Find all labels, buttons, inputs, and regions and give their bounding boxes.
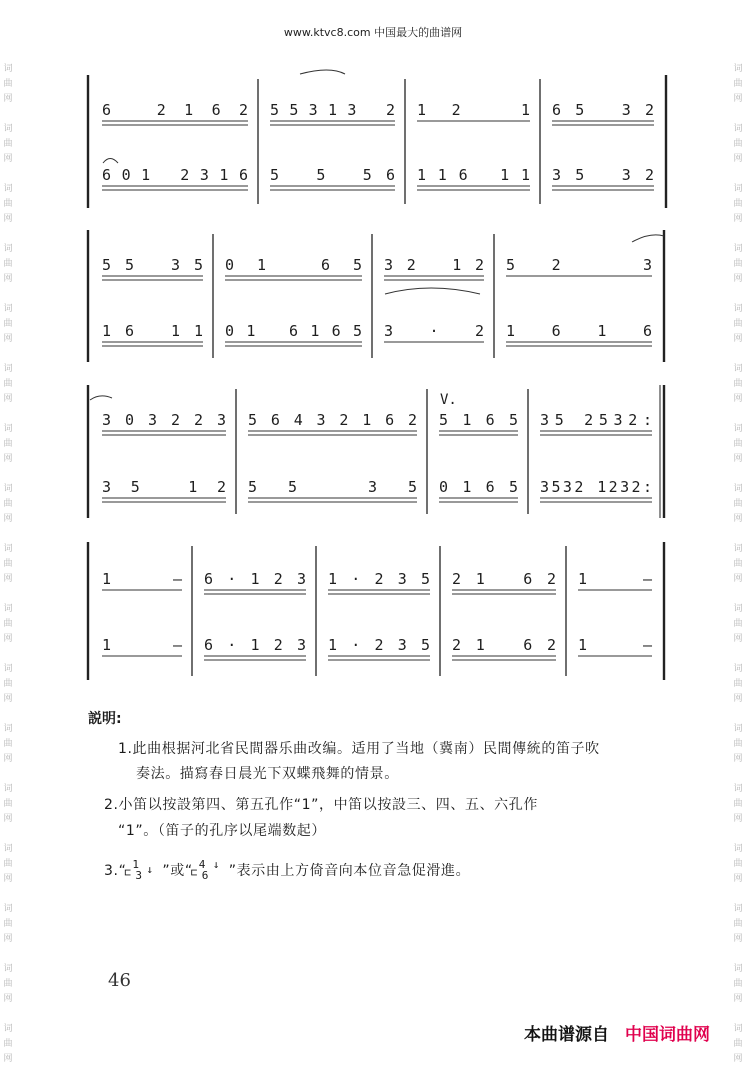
watermark-glyph: 曲 [3, 799, 13, 809]
measure-notes: 21 62 [452, 636, 556, 654]
watermark-glyph: 曲 [3, 859, 13, 869]
watermark-glyph: 网 [733, 1054, 743, 1064]
watermark-glyph: 曲 [3, 79, 13, 89]
measure-notes: 1·235 [328, 570, 430, 588]
note-3-text: 表示由上方倚音向本位音急促滑進。 [236, 863, 471, 879]
watermark-glyph: 词 [3, 904, 13, 914]
watermark-glyph: 曲 [3, 559, 13, 569]
source-label: 本曲谱源自 [524, 1025, 609, 1045]
watermark-glyph: 曲 [733, 559, 743, 569]
watermark-glyph: 网 [3, 574, 13, 584]
ornament-b-slide: ⊏ [190, 866, 198, 879]
watermark-glyph: 词 [733, 724, 743, 734]
note-2-line-2: “1”。（笛子的孔序以尾端数起） [118, 823, 327, 839]
measure-notes: 3 · 2 [384, 322, 484, 340]
measure-notes: 32 12 [384, 256, 484, 274]
watermark-glyph: 网 [3, 1054, 13, 1064]
watermark-glyph: 曲 [3, 319, 13, 329]
watermark-glyph: 网 [733, 214, 743, 224]
watermark-glyph: 曲 [3, 379, 13, 389]
watermark-glyph: 曲 [733, 139, 743, 149]
watermark-glyph: 词 [733, 544, 743, 554]
watermark-glyph: 词 [733, 844, 743, 854]
watermark-glyph: 曲 [3, 259, 13, 269]
watermark-glyph: 网 [733, 274, 743, 284]
watermark-glyph: 网 [733, 454, 743, 464]
watermark-glyph: 曲 [3, 919, 13, 929]
watermark-glyph: 网 [733, 874, 743, 884]
measure-notes: 01 65 [225, 256, 362, 274]
measure-notes: 52 3 [506, 256, 652, 274]
watermark-glyph: 词 [3, 964, 13, 974]
watermark-glyph: 曲 [3, 679, 13, 689]
measure-notes: 65 32 [552, 101, 654, 119]
page-number: 46 [108, 970, 131, 991]
watermark-glyph: 曲 [3, 619, 13, 629]
watermark-glyph: 曲 [3, 499, 13, 509]
watermark-glyph: 网 [733, 94, 743, 104]
watermark-glyph: 网 [733, 934, 743, 944]
grace-ornament-a [124, 858, 162, 882]
watermark-glyph: 网 [3, 994, 13, 1004]
watermark-glyph: 网 [733, 394, 743, 404]
watermark-glyph: 网 [3, 814, 13, 824]
watermark-glyph: 网 [3, 154, 13, 164]
measure-notes: 55 35 [248, 478, 417, 496]
watermark-glyph: 词 [3, 604, 13, 614]
watermark-glyph: 词 [733, 364, 743, 374]
note-1-line-2: 奏法。描寫春日晨光下双蝶飛舞的情景。 [136, 766, 399, 782]
slur [300, 70, 345, 74]
measure-notes: 6·123 [204, 570, 306, 588]
measure-notes: 0165 [439, 478, 518, 496]
measure-notes: 5165 [439, 411, 518, 429]
note-3-number: 3. [104, 863, 119, 879]
watermark-glyph: 词 [3, 1024, 13, 1034]
watermark-glyph: 词 [733, 1024, 743, 1034]
slur [90, 396, 112, 400]
watermark-glyph: 词 [3, 64, 13, 74]
watermark-glyph: 网 [3, 754, 13, 764]
source-credit [524, 1020, 710, 1045]
measure-notes: 55 35 [102, 256, 203, 274]
watermark-glyph: 曲 [733, 679, 743, 689]
watermark-glyph: 网 [733, 754, 743, 764]
watermark-glyph: 网 [733, 574, 743, 584]
ornament-b-main: 6 [201, 869, 209, 882]
measure-notes: 56432162 [248, 411, 417, 429]
ornament-a-grace: 1 [132, 858, 140, 871]
watermark-glyph: 网 [3, 334, 13, 344]
watermark-glyph: 网 [3, 94, 13, 104]
note-3-or: 或 [170, 863, 185, 879]
watermark-glyph: 曲 [733, 499, 743, 509]
measure-notes: 35 32 [552, 166, 654, 184]
watermark-glyph: 词 [733, 604, 743, 614]
measure-notes: 1 6 1 6 [506, 322, 652, 340]
ornament-a-main: 3 [135, 869, 143, 882]
watermark-glyph: 词 [733, 124, 743, 134]
watermark-glyph: 曲 [733, 919, 743, 929]
watermark-glyph: 词 [733, 904, 743, 914]
watermark-glyph: 网 [733, 334, 743, 344]
ornament-b-grace: 4 [198, 858, 206, 871]
watermark-glyph: 网 [733, 814, 743, 824]
watermark-glyph: 词 [3, 484, 13, 494]
note-1-line-1: 1.此曲根据河北省民間器乐曲改编。适用了当地（冀南）民間傳統的笛子吹 [118, 741, 600, 757]
watermark-glyph: 词 [3, 364, 13, 374]
slur [632, 235, 664, 242]
watermark-glyph: 曲 [733, 379, 743, 389]
watermark-glyph: 曲 [3, 739, 13, 749]
slur [103, 159, 118, 164]
notes-title: 説明: [88, 711, 122, 727]
watermark-glyph: 词 [3, 304, 13, 314]
watermark-glyph: 网 [3, 634, 13, 644]
grace-ornament-b [190, 858, 229, 882]
watermark-glyph: 曲 [3, 199, 13, 209]
watermark-glyph: 词 [733, 184, 743, 194]
watermark-glyph: 曲 [733, 739, 743, 749]
measure-notes: 1 — [578, 570, 652, 588]
watermark-glyph: 网 [733, 994, 743, 1004]
watermark-glyph: 词 [3, 784, 13, 794]
watermark-glyph: 词 [3, 544, 13, 554]
down-arrow-icon: ↓ [146, 863, 154, 876]
measure-notes: 12 1 [417, 101, 530, 119]
watermark-glyph: 网 [3, 514, 13, 524]
watermark-glyph: 词 [3, 424, 13, 434]
watermark-glyph: 词 [3, 664, 13, 674]
watermark-glyph: 曲 [733, 859, 743, 869]
watermark-glyph: 网 [3, 454, 13, 464]
watermark-glyph: 曲 [3, 1039, 13, 1049]
watermark-glyph: 网 [3, 394, 13, 404]
watermark-glyph: 网 [733, 154, 743, 164]
measure-notes: 35 12 [102, 478, 226, 496]
watermark-glyph: 词 [3, 844, 13, 854]
watermark-glyph: 网 [733, 634, 743, 644]
watermark-glyph: 词 [733, 304, 743, 314]
watermark-glyph: 曲 [733, 439, 743, 449]
watermark-glyph: 词 [733, 424, 743, 434]
measure-notes: 5 5 56 [270, 166, 395, 184]
watermark-glyph: 曲 [733, 259, 743, 269]
measure-notes: 1 — [578, 636, 652, 654]
measure-notes: 55313 2 [270, 101, 395, 119]
watermark-glyph: 曲 [3, 439, 13, 449]
watermark-glyph: 词 [733, 964, 743, 974]
note-3: 3.“ 1 ⊏ 3 ↓ ”或“ 4 ⊏ 6 ↓ ”表示由上方倚音向本位音急促滑進。 [104, 858, 471, 882]
measure-notes: 1·235 [328, 636, 430, 654]
watermark-glyph: 曲 [3, 139, 13, 149]
watermark-glyph: 曲 [3, 979, 13, 989]
watermark-glyph: 网 [733, 514, 743, 524]
measure-notes: 35 2532: [540, 411, 652, 429]
source-site-link[interactable]: 中国词曲网 [625, 1025, 710, 1045]
watermark-glyph: 词 [3, 124, 13, 134]
watermark-glyph: 词 [733, 784, 743, 794]
measure-notes: 3532 1232: [540, 478, 652, 496]
watermark-glyph: 曲 [733, 619, 743, 629]
measure-notes: 601 2316 [102, 166, 248, 184]
watermark-glyph: 曲 [733, 319, 743, 329]
watermark-glyph: 网 [733, 694, 743, 704]
watermark-glyph: 词 [733, 664, 743, 674]
watermark-glyph: 曲 [733, 799, 743, 809]
watermark-glyph: 词 [733, 484, 743, 494]
note-2-line-1: 2.小笛以按設第四、第五孔作“1”，中笛以按設三、四、五、六孔作 [104, 797, 538, 813]
watermark-glyph: 词 [3, 244, 13, 254]
measure-notes: 01 6165 [225, 322, 362, 340]
measure-notes: 1 — [102, 570, 182, 588]
watermark-glyph: 网 [3, 874, 13, 884]
watermark-glyph: 曲 [733, 1039, 743, 1049]
watermark-glyph: 网 [3, 934, 13, 944]
measure-notes: 1 — [102, 636, 182, 654]
watermark-glyph: 词 [733, 64, 743, 74]
watermark-glyph: 词 [3, 184, 13, 194]
slur [385, 288, 480, 294]
watermark-glyph: 网 [3, 214, 13, 224]
measure-notes: 303223 [102, 411, 226, 429]
measure-notes: 21 62 [452, 570, 556, 588]
watermark-glyph: 曲 [733, 199, 743, 209]
watermark-glyph: 词 [733, 244, 743, 254]
watermark-glyph: 词 [3, 724, 13, 734]
ornament-a-slide: ⊏ [124, 866, 132, 879]
watermark-glyph: 网 [3, 694, 13, 704]
measure-notes: 6 2162 [102, 101, 248, 119]
page-header: www.ktvc8.com 中国最大的曲谱网 [283, 26, 463, 39]
measure-notes: 16 11 [102, 322, 203, 340]
down-arrow-icon: ↓ [212, 858, 220, 871]
measure-notes: 116 11 [417, 166, 530, 184]
watermark-glyph: 曲 [733, 979, 743, 989]
watermark-glyph: 网 [3, 274, 13, 284]
measure-notes: 6·123 [204, 636, 306, 654]
breath-mark: V. [440, 392, 457, 408]
watermark-glyph: 曲 [733, 79, 743, 89]
